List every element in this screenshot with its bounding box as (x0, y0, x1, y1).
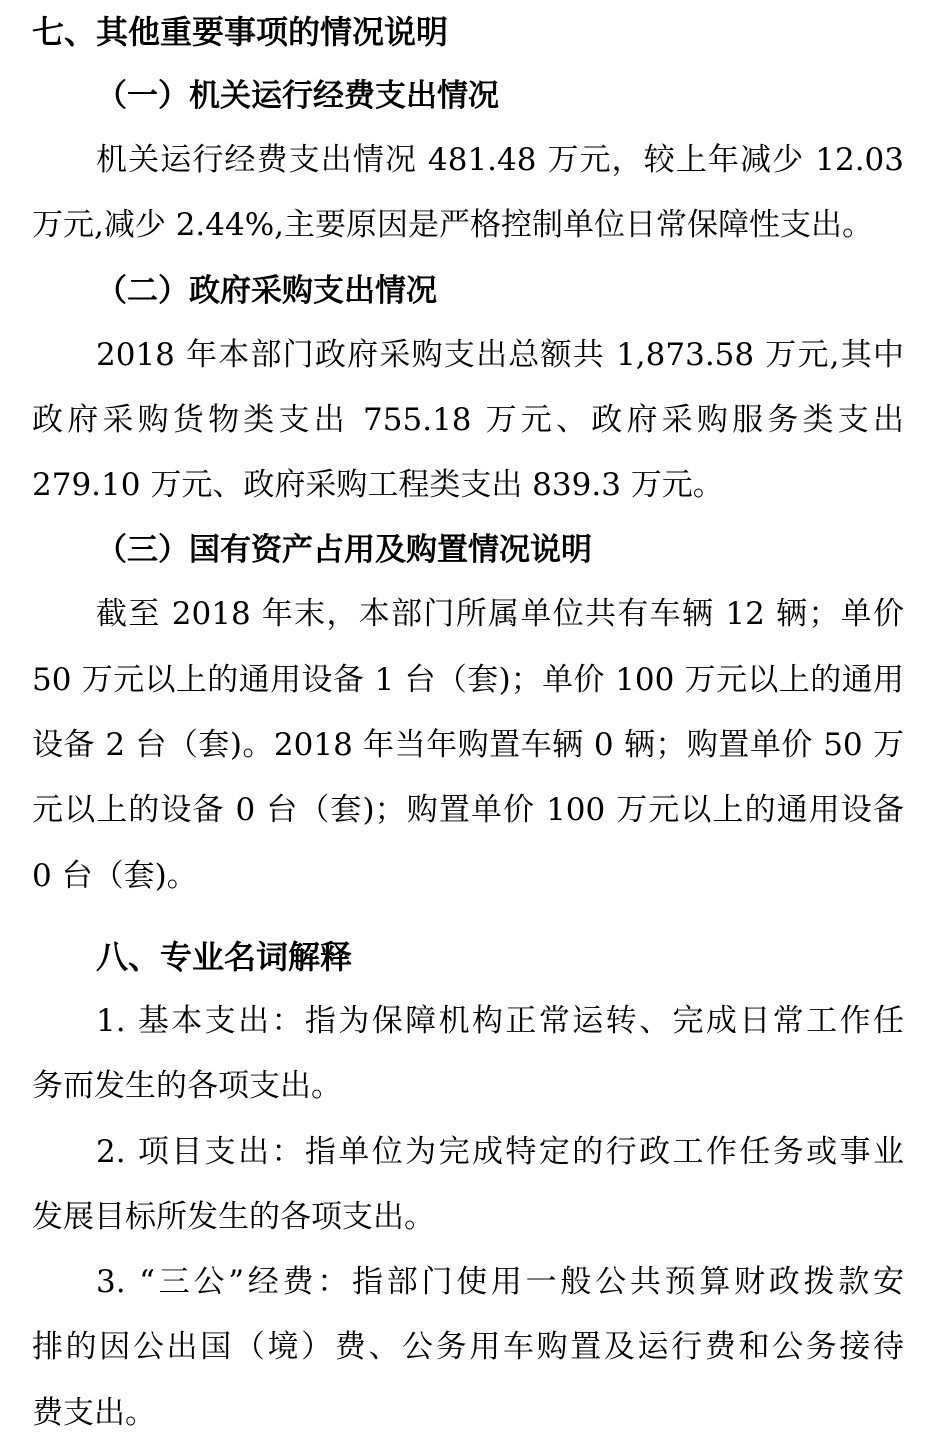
text-line: 发展目标所发生的各项支出。 (32, 1198, 435, 1235)
paragraph-operating-expenses (32, 128, 904, 259)
glossary-item-basic-expenditure (32, 989, 904, 1120)
text-line: 50 万元以上的通用设备 1 台（套)；单价 100 万元以上的通用 (32, 661, 904, 698)
subsection-heading-3: （三）国有资产占用及购置情况说明 (96, 532, 592, 569)
text-line: 279.10 万元、政府采购工程类支出 839.3 万元。 (32, 467, 724, 504)
document-page (32, 0, 904, 1446)
text-line: 万元,减少 2.44%,主要原因是严格控制单位日常保障性支出。 (32, 207, 874, 244)
text-line: 设备 2 台（套)。2018 年当年购置车辆 0 辆；购置单价 50 万 (32, 727, 904, 764)
text-line: 政府采购货物类支出 755.18 万元、政府采购服务类支出 (32, 401, 904, 438)
text-line: 3. “三公”经费：指部门使用一般公共预算财政拨款安 (96, 1264, 904, 1301)
text-line: 元以上的设备 0 台（套)；购置单价 100 万元以上的通用设备 (32, 792, 904, 829)
paragraph-procurement (32, 323, 904, 519)
paragraph-state-assets (32, 582, 904, 908)
text-line: 排的因公出国（境）费、公务用车购置及运行费和公务接待 (32, 1329, 904, 1366)
text-line: 0 台（套)。 (32, 857, 198, 894)
text-line: 截至 2018 年末，本部门所属单位共有车辆 12 辆；单价 (96, 596, 904, 633)
text-line: 2018 年本部门政府采购支出总额共 1,873.58 万元,其中 (96, 336, 904, 373)
section-heading-7: 七、其他重要事项的情况说明 (32, 13, 449, 51)
subsection-heading-2: （二）政府采购支出情况 (96, 272, 437, 309)
text-line: 务而发生的各项支出。 (32, 1068, 342, 1105)
text-line: 2. 项目支出：指单位为完成特定的行政工作任务或事业 (96, 1133, 904, 1170)
text-line: 机关运行经费支出情况 481.48 万元，较上年减少 12.03 (96, 142, 904, 178)
text-line: 费支出。 (32, 1394, 156, 1431)
text-line: 1. 基本支出：指为保障机构正常运转、完成日常工作任 (96, 1002, 904, 1039)
section-heading-8: 八、专业名词解释 (96, 937, 353, 976)
glossary-item-project-expenditure (32, 1120, 904, 1251)
glossary-item-three-public-expenses (32, 1250, 904, 1446)
subsection-heading-1: （一）机关运行经费支出情况 (96, 78, 499, 114)
